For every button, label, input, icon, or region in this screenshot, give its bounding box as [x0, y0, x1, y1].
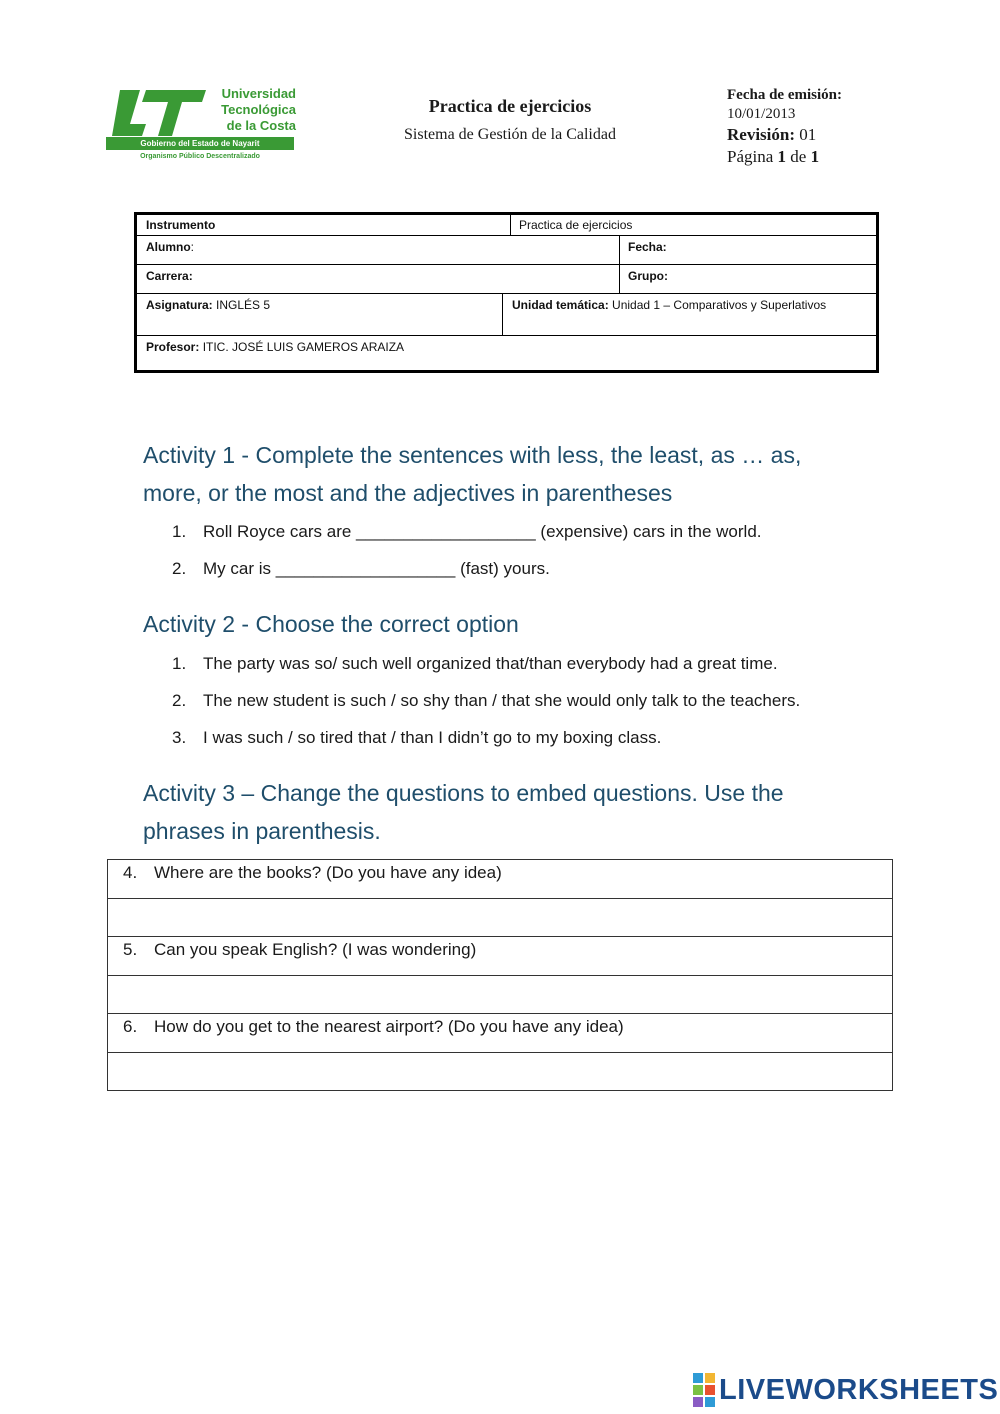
activity-1-item[interactable] [172, 521, 912, 543]
logo-band: Gobierno del Estado de Nayarit [106, 137, 294, 150]
alumno-label: Alumno [146, 240, 191, 254]
logo-line-3: de la Costa [226, 118, 296, 133]
revision-value: 01 [799, 125, 817, 144]
question-cell [108, 937, 893, 976]
activity-3-title-line-2: phrases in parenthesis. [143, 818, 381, 844]
fecha-emision-value: 10/01/2013 [727, 106, 796, 122]
answer-cell[interactable] [108, 976, 893, 1014]
item-text: Roll Royce cars are ___________________ (expensive) cars in the world. [203, 522, 762, 541]
instrumento-value: Practica de ejercicios [519, 218, 633, 232]
question-row [108, 937, 893, 976]
pagina-num: 1 [777, 147, 787, 166]
logo-university-name [202, 86, 296, 134]
item-number: 1. [172, 522, 187, 541]
activity-3-title [143, 774, 863, 850]
question-cell [108, 1014, 893, 1053]
carrera-cell[interactable] [137, 265, 619, 293]
item-number: 2. [172, 559, 187, 578]
activity-1-item[interactable] [172, 558, 912, 580]
activity-3-table [107, 859, 893, 1091]
pagina-total: 1 [810, 147, 820, 166]
question-number: 6. [123, 1017, 138, 1036]
item-number: 2. [172, 691, 187, 710]
document-header [360, 94, 660, 146]
fecha-cell[interactable] [619, 236, 876, 264]
activity-1-title [143, 436, 863, 512]
fecha-label: Fecha: [628, 240, 667, 254]
alumno-cell[interactable]: Alumno: [146, 240, 195, 254]
liveworksheets-brand[interactable] [693, 1375, 998, 1405]
liveworksheets-wordmark: LIVEWORKSHEETS [719, 1373, 999, 1406]
revision-line [727, 124, 957, 146]
activity-2-title: Activity 2 - Choose the correct option [143, 611, 519, 637]
question-text: Can you speak English? (I was wondering) [154, 940, 477, 959]
asignatura-cell [137, 294, 270, 312]
item-number: 1. [172, 654, 187, 673]
answer-cell[interactable] [108, 1053, 893, 1091]
activity-2-item[interactable] [172, 690, 912, 712]
question-row [108, 1014, 893, 1053]
activity-2-item[interactable] [172, 653, 912, 675]
info-table [134, 212, 879, 373]
answer-cell[interactable] [108, 899, 893, 937]
activity-1-title-line-1: Activity 1 - Complete the sentences with less, the least, as … as, [143, 442, 802, 468]
fecha-emision-label: Fecha de emisión: [727, 87, 842, 103]
item-text: I was such / so tired that / than I didn’t go to my boxing class. [203, 728, 662, 747]
item-number: 3. [172, 728, 187, 747]
answer-row [108, 899, 893, 937]
unidad-value: Unidad 1 – Comparativos y Superlativos [612, 298, 827, 312]
unidad-cell [503, 294, 826, 312]
answer-row [108, 1053, 893, 1091]
question-cell [108, 860, 893, 899]
pagina-label: Página [727, 147, 774, 166]
pagina-line [727, 146, 957, 168]
grupo-label: Grupo: [628, 269, 668, 283]
instrumento-label: Instrumento [146, 218, 216, 232]
item-text: The new student is such / so shy than / that she would only talk to the teachers. [203, 691, 801, 710]
liveworksheets-logo-icon [693, 1373, 715, 1407]
instrumento-value-cell [510, 214, 632, 232]
question-number: 4. [123, 863, 138, 882]
document-meta [727, 86, 957, 168]
activity-2-item[interactable] [172, 727, 912, 749]
question-number: 5. [123, 940, 138, 959]
activity-1-title-line-2: more, or the most and the adjectives in parentheses [143, 480, 673, 506]
ut-logo-icon [106, 86, 206, 138]
item-text: My car is ___________________ (fast) yours. [203, 559, 550, 578]
question-row [108, 860, 893, 899]
document-subtitle: Sistema de Gestión de la Calidad [404, 126, 616, 143]
profesor-cell [137, 336, 404, 354]
document-title: Practica de ejercicios [428, 96, 592, 116]
carrera-label: Carrera: [146, 269, 193, 283]
university-logo [106, 86, 296, 166]
revision-label: Revisión: [727, 125, 795, 144]
answer-row [108, 976, 893, 1014]
item-text: The party was so/ such well organized that/than everybody had a great time. [203, 654, 778, 673]
profesor-label: Profesor: [146, 340, 200, 354]
instrumento-cell [137, 214, 215, 232]
question-text: How do you get to the nearest airport? (Do you have any idea) [154, 1017, 624, 1036]
asignatura-label: Asignatura: [146, 298, 213, 312]
logo-line-1: Universidad [221, 86, 296, 101]
pagina-de: de [790, 147, 807, 166]
profesor-value: ITIC. JOSÉ LUIS GAMEROS ARAIZA [202, 340, 405, 354]
grupo-cell[interactable] [619, 265, 876, 293]
activity-3-title-line-1: Activity 3 – Change the questions to embed questions. Use the [143, 780, 784, 806]
logo-line-2: Tecnológica [221, 102, 296, 117]
unidad-label: Unidad temática: [512, 298, 609, 312]
question-text: Where are the books? (Do you have any idea) [154, 863, 502, 882]
asignatura-value: INGLÉS 5 [216, 298, 271, 312]
logo-subtitle: Organismo Público Descentralizado [140, 153, 260, 160]
